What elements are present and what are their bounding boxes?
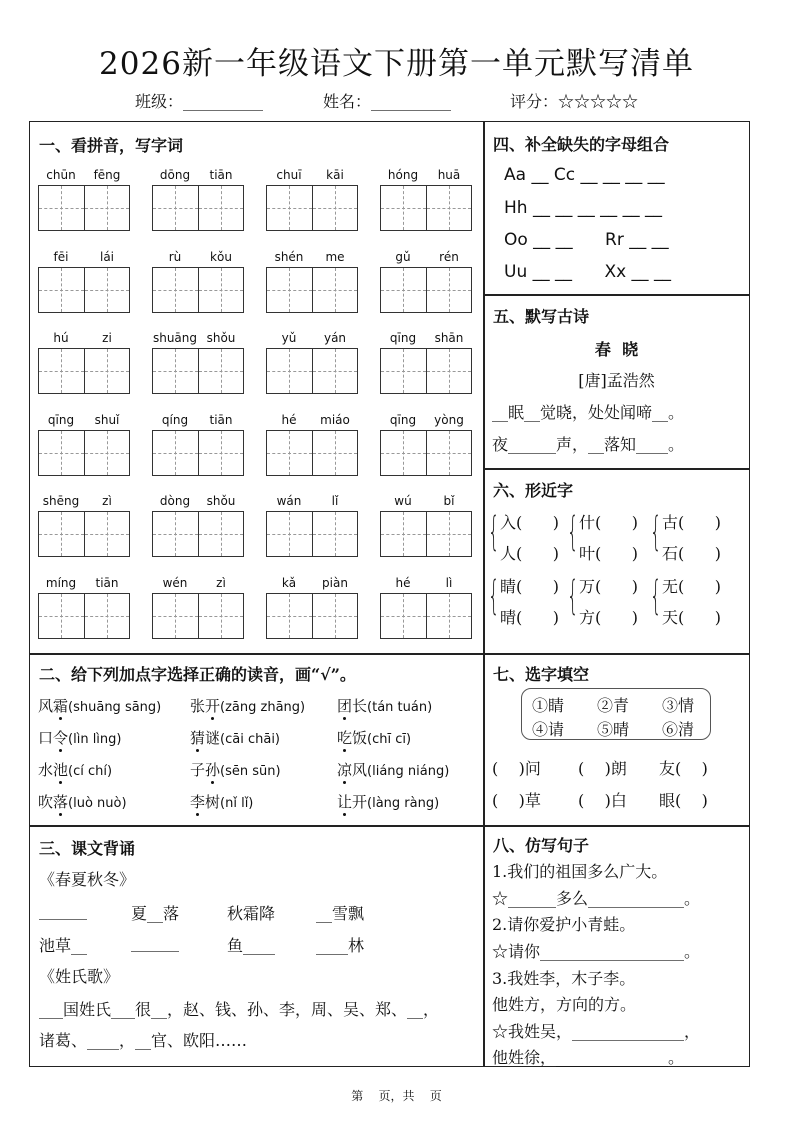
pronunciation-item[interactable] <box>337 727 411 748</box>
dotted-char: 令 <box>53 729 69 747</box>
similar-char-item[interactable]: 万( ) <box>579 577 639 596</box>
imitate-line-7[interactable]: ☆我姓吴，______________， <box>492 1022 701 1041</box>
pinyin-options[interactable]: (nǐ lǐ) <box>220 796 254 811</box>
brace-icon: { <box>488 573 500 619</box>
grid-cell[interactable] <box>267 186 312 230</box>
grid-cell[interactable] <box>198 186 244 230</box>
pronunciation-item[interactable] <box>38 695 161 716</box>
word-char: 长 <box>352 697 368 715</box>
pinyin-label: zì <box>216 576 226 590</box>
fill-r2-1[interactable]: ( )草 <box>492 791 541 810</box>
word-char: 开 <box>352 793 368 811</box>
pinyin-label: lì <box>445 576 453 590</box>
grid-cell[interactable] <box>267 431 312 475</box>
poem-author: [唐]孟浩然 <box>578 371 655 390</box>
dotted-char: 霜 <box>53 697 69 715</box>
writing-grid[interactable] <box>38 185 130 231</box>
writing-grid[interactable] <box>38 348 130 394</box>
writing-grid[interactable] <box>380 430 472 476</box>
pinyin-label: gǔ <box>395 249 411 264</box>
word-char: 张 <box>190 697 206 715</box>
grid-cell[interactable] <box>39 512 84 556</box>
pronunciation-item[interactable] <box>38 791 127 812</box>
similar-char-item[interactable]: 方( ) <box>579 608 639 627</box>
brace-icon: { <box>488 509 500 555</box>
pinyin-label: hú <box>53 331 69 346</box>
pronunciation-item[interactable] <box>190 791 253 812</box>
grid-cell[interactable] <box>312 431 358 475</box>
fill-r2-3[interactable]: 眼( ) <box>659 791 708 810</box>
fill-r1-2[interactable]: ( )朗 <box>578 759 627 778</box>
writing-grid[interactable] <box>266 348 358 394</box>
writing-grid[interactable] <box>266 430 358 476</box>
section-3-title: 三、课文背诵 <box>39 839 136 858</box>
recite-r1-1[interactable]: ______ <box>39 901 87 920</box>
grid-cell[interactable] <box>426 512 472 556</box>
recite-r1-3: 秋霜降 <box>227 904 276 923</box>
pinyin-label: wú <box>394 494 412 509</box>
grid-cell[interactable] <box>39 431 84 475</box>
fill-r2-2[interactable]: ( )白 <box>578 791 627 810</box>
imitate-line-6: 他姓方，方向的方。 <box>492 995 637 1014</box>
score-field: 评分：☆☆☆☆☆ <box>510 92 639 111</box>
pinyin-label: wán <box>276 494 302 509</box>
pinyin-label: kāi <box>326 168 344 182</box>
word-char: 饭 <box>352 729 368 747</box>
pronunciation-item[interactable] <box>190 759 281 780</box>
pinyin-label: chūn <box>46 168 76 182</box>
grid-cell[interactable] <box>312 268 358 312</box>
grid-cell[interactable] <box>198 431 244 475</box>
imitate-line-8[interactable]: 他姓徐，______________。 <box>492 1048 685 1067</box>
dotted-char: 让 <box>337 793 353 811</box>
word-char: 树 <box>205 793 221 811</box>
grid-cell[interactable] <box>381 594 426 638</box>
word-char: 水 <box>38 761 54 779</box>
pinyin-label: shǒu <box>206 331 236 346</box>
pinyin-label: qīng <box>47 412 75 427</box>
grid-cell[interactable] <box>267 268 312 312</box>
pronunciation-item[interactable] <box>337 791 439 812</box>
poem-line-1[interactable]: __眠__觉晓，处处闻啼__。 <box>492 403 685 422</box>
grid-cell[interactable] <box>426 431 472 475</box>
pronunciation-item[interactable] <box>190 695 305 716</box>
section-4-title: 四、补全缺失的字母组合 <box>493 135 670 154</box>
section-1-title: 一、看拼音，写字词 <box>39 136 184 155</box>
grid-cell[interactable] <box>426 186 472 230</box>
grid-cell[interactable] <box>381 186 426 230</box>
writing-grid[interactable] <box>38 511 130 557</box>
section-5-title: 五、默写古诗 <box>493 307 590 326</box>
choice-6: ⑥清 <box>662 720 695 739</box>
grid-cell[interactable] <box>84 186 130 230</box>
writing-grid[interactable] <box>380 593 472 639</box>
similar-char-item[interactable]: 晴( ) <box>500 608 560 627</box>
grid-cell[interactable] <box>312 349 358 393</box>
grid-cell[interactable] <box>426 594 472 638</box>
name-field[interactable]: 姓名：__________ <box>323 92 452 111</box>
recite-line-2[interactable]: 诸葛、____，__官、欧阳…… <box>39 1031 248 1050</box>
similar-char-item[interactable]: 无( ) <box>662 577 722 596</box>
grid-cell[interactable] <box>426 268 472 312</box>
grid-cell[interactable] <box>153 268 198 312</box>
grid-cell[interactable] <box>153 349 198 393</box>
writing-grid[interactable] <box>380 267 472 313</box>
grid-cell[interactable] <box>84 512 130 556</box>
pinyin-label: lǐ <box>331 494 339 509</box>
writing-grid[interactable] <box>38 593 130 639</box>
pinyin-label: hé <box>395 576 411 590</box>
fill-r1-1[interactable]: ( )问 <box>492 759 541 778</box>
word-char: 风 <box>38 697 54 715</box>
writing-grid[interactable] <box>266 185 358 231</box>
writing-grid[interactable] <box>38 430 130 476</box>
similar-char-item[interactable]: 入( ) <box>500 513 560 532</box>
imitate-line-3: 2.请你爱护小青蛙。 <box>492 915 636 934</box>
imitate-line-1: 1.我们的祖国多么广大。 <box>492 862 668 881</box>
grid-cell[interactable] <box>153 431 198 475</box>
pinyin-label: huā <box>437 168 461 182</box>
pinyin-label: hé <box>281 412 297 427</box>
text-title-1: 《春夏秋冬》 <box>39 870 136 889</box>
dotted-char: 猜 <box>190 729 206 747</box>
choice-4: ④请 <box>532 720 565 739</box>
recite-r1-2[interactable]: 夏__落 <box>131 904 180 923</box>
pinyin-label: wén <box>162 576 188 590</box>
imitate-line-2[interactable]: ☆______多么____________。 <box>492 889 701 908</box>
letters-row-3[interactable]: Oo __ __ Rr __ __ <box>504 230 669 250</box>
grid-cell[interactable] <box>39 186 84 230</box>
writing-grid[interactable] <box>266 511 358 557</box>
dotted-char: 开 <box>205 697 221 715</box>
similar-char-item[interactable]: 睛( ) <box>500 577 560 596</box>
grid-cell[interactable] <box>39 594 84 638</box>
pinyin-options[interactable]: (lìn lìng) <box>68 732 122 747</box>
pinyin-label: fēi <box>53 249 69 264</box>
pinyin-label: rén <box>439 249 459 264</box>
brace-icon: { <box>567 573 579 619</box>
grid-cell[interactable] <box>39 268 84 312</box>
letters-row-4[interactable]: Uu __ __ Xx __ __ <box>504 262 671 282</box>
pinyin-label: hóng <box>387 168 419 182</box>
pinyin-label: miáo <box>320 412 350 427</box>
dotted-char: 池 <box>53 761 69 779</box>
pronunciation-item[interactable] <box>38 727 122 748</box>
section-2-title: 二、给下列加点字选择正确的读音，画“√”。 <box>39 665 356 684</box>
pinyin-label: shǒu <box>206 494 236 509</box>
pinyin-label: shuǐ <box>94 412 120 427</box>
writing-grid[interactable] <box>152 430 244 476</box>
pinyin-label: fēng <box>93 168 121 182</box>
dotted-char: 落 <box>53 793 69 811</box>
grid-cell[interactable] <box>267 594 312 638</box>
grid-cell[interactable] <box>381 512 426 556</box>
word-char: 谜 <box>205 729 221 747</box>
word-char: 口 <box>38 729 54 747</box>
grid-cell[interactable] <box>267 512 312 556</box>
pinyin-options[interactable]: (tán tuán) <box>367 700 433 715</box>
grid-cell[interactable] <box>39 349 84 393</box>
grid-cell[interactable] <box>153 594 198 638</box>
grid-cell[interactable] <box>312 594 358 638</box>
similar-char-item[interactable]: 天( ) <box>662 608 722 627</box>
pinyin-label: chuī <box>276 168 302 182</box>
similar-char-item[interactable]: 石( ) <box>662 544 722 563</box>
recite-r2-3[interactable]: 鱼____ <box>227 936 276 955</box>
pinyin-label: kǎ <box>281 576 297 590</box>
pinyin-label: tiān <box>209 168 233 182</box>
pinyin-label: shén <box>274 249 304 264</box>
recite-r2-1[interactable]: 池草__ <box>39 936 88 955</box>
pinyin-label: shān <box>434 331 464 346</box>
writing-grid[interactable] <box>152 348 244 394</box>
section-7-title: 七、选字填空 <box>493 665 590 684</box>
writing-grid[interactable] <box>152 267 244 313</box>
dotted-char: 吃 <box>337 729 353 747</box>
fill-r1-3[interactable]: 友( ) <box>659 759 708 778</box>
writing-grid[interactable] <box>380 348 472 394</box>
writing-grid[interactable] <box>38 267 130 313</box>
section-6-title: 六、形近字 <box>493 481 574 500</box>
pinyin-label: shēng <box>42 494 80 509</box>
brace-icon: { <box>567 509 579 555</box>
pinyin-label: qīng <box>389 412 417 427</box>
similar-char-item[interactable]: 什( ) <box>579 513 639 532</box>
dotted-char: 孙 <box>205 761 221 779</box>
dotted-char: 李 <box>190 793 206 811</box>
pinyin-label: yán <box>323 331 347 346</box>
grid-cell[interactable] <box>84 349 130 393</box>
word-char: 风 <box>352 761 368 779</box>
page-title: 2026新一年级语文下册第一单元默写清单 <box>99 46 694 82</box>
imitate-line-4[interactable]: ☆请你__________________。 <box>492 942 701 961</box>
writing-grid[interactable] <box>152 185 244 231</box>
pinyin-label: míng <box>45 576 77 590</box>
grid-cell[interactable] <box>198 349 244 393</box>
pinyin-label: dòng <box>159 494 191 509</box>
pinyin-label: yòng <box>434 412 464 427</box>
pinyin-label: qíng <box>161 412 189 427</box>
pinyin-label: piàn <box>322 576 348 590</box>
writing-grid[interactable] <box>152 511 244 557</box>
similar-char-item[interactable]: 人( ) <box>500 544 560 563</box>
recite-r1-4[interactable]: __雪飘 <box>316 904 365 923</box>
pinyin-label: shuāng <box>152 331 198 346</box>
pinyin-options[interactable]: (luò nuò) <box>68 796 127 811</box>
pinyin-options[interactable]: (liáng niáng) <box>367 764 450 779</box>
grid-cell[interactable] <box>198 594 244 638</box>
grid-cell[interactable] <box>312 512 358 556</box>
writing-grid[interactable] <box>266 267 358 313</box>
pinyin-label: zi <box>102 331 112 346</box>
grid-cell[interactable] <box>198 268 244 312</box>
poem-title: 春 晓 <box>594 340 639 359</box>
word-char: 吹 <box>38 793 54 811</box>
pinyin-options[interactable]: (làng ràng) <box>367 796 440 811</box>
recite-line-1[interactable]: ___国姓氏___很__，赵、钱、孙、李，周、吴、郑、__， <box>39 1000 440 1019</box>
pronunciation-item[interactable] <box>38 759 112 780</box>
pronunciation-item[interactable] <box>190 727 280 748</box>
choice-5: ⑤晴 <box>597 720 630 739</box>
recite-r2-4[interactable]: ____林 <box>316 936 365 955</box>
section-8-title: 八、仿写句子 <box>493 836 590 855</box>
pinyin-label: tiān <box>95 576 119 590</box>
pinyin-label: rù <box>168 249 182 264</box>
letters-row-2[interactable]: Hh __ __ __ __ __ __ <box>504 198 662 218</box>
pronunciation-item[interactable] <box>337 759 449 780</box>
pinyin-label: lái <box>99 249 115 264</box>
pronunciation-item[interactable] <box>337 695 432 716</box>
grid-cell[interactable] <box>426 349 472 393</box>
pinyin-label: me <box>325 249 345 264</box>
writing-grid[interactable] <box>380 185 472 231</box>
grid-cell[interactable] <box>267 349 312 393</box>
pinyin-options[interactable]: (cāi chāi) <box>220 732 280 747</box>
grid-cell[interactable] <box>381 431 426 475</box>
similar-char-item[interactable]: 古( ) <box>662 513 722 532</box>
brace-icon: { <box>650 573 662 619</box>
word-char: 子 <box>190 761 206 779</box>
writing-grid[interactable] <box>380 511 472 557</box>
brace-icon: { <box>650 509 662 555</box>
class-field[interactable]: 班级：__________ <box>135 92 264 111</box>
pinyin-options[interactable]: (chī cī) <box>367 732 412 747</box>
imitate-line-5: 3.我姓李，木子李。 <box>492 969 636 988</box>
pinyin-label: tiān <box>209 412 233 427</box>
grid-cell[interactable] <box>153 512 198 556</box>
choice-1: ①睛 <box>532 696 565 715</box>
pinyin-label: dōng <box>159 168 191 182</box>
pinyin-label: zì <box>102 494 112 509</box>
grid-cell[interactable] <box>84 268 130 312</box>
choice-3: ③情 <box>662 696 695 715</box>
letters-row-1[interactable]: Aa __ Cc __ __ __ __ <box>504 165 665 185</box>
grid-cell[interactable] <box>198 512 244 556</box>
grid-cell[interactable] <box>381 349 426 393</box>
text-title-2: 《姓氏歌》 <box>39 967 120 986</box>
dotted-char: 凉 <box>337 761 353 779</box>
pinyin-label: kǒu <box>210 249 232 264</box>
pinyin-options[interactable]: (sēn sūn) <box>220 764 281 779</box>
recite-r2-2[interactable]: ______ <box>131 933 179 952</box>
poem-line-2[interactable]: 夜______声，__落知____。 <box>492 435 685 454</box>
similar-char-item[interactable]: 叶( ) <box>579 544 639 563</box>
grid-cell[interactable] <box>312 186 358 230</box>
choice-2: ②青 <box>597 696 630 715</box>
grid-cell[interactable] <box>153 186 198 230</box>
grid-cell[interactable] <box>84 431 130 475</box>
dotted-char: 团 <box>337 697 353 715</box>
pinyin-options[interactable]: (shuāng sāng) <box>68 700 162 715</box>
pinyin-options[interactable]: (cí chí) <box>68 764 113 779</box>
grid-cell[interactable] <box>84 594 130 638</box>
pinyin-label: qīng <box>389 331 417 346</box>
pinyin-options[interactable]: (zāng zhāng) <box>220 700 306 715</box>
page-footer: 第 页，共 页 <box>351 1089 442 1103</box>
writing-grid[interactable] <box>152 593 244 639</box>
grid-cell[interactable] <box>381 268 426 312</box>
writing-grid[interactable] <box>266 593 358 639</box>
pinyin-label: bǐ <box>443 494 455 509</box>
pinyin-label: yǔ <box>281 331 297 346</box>
